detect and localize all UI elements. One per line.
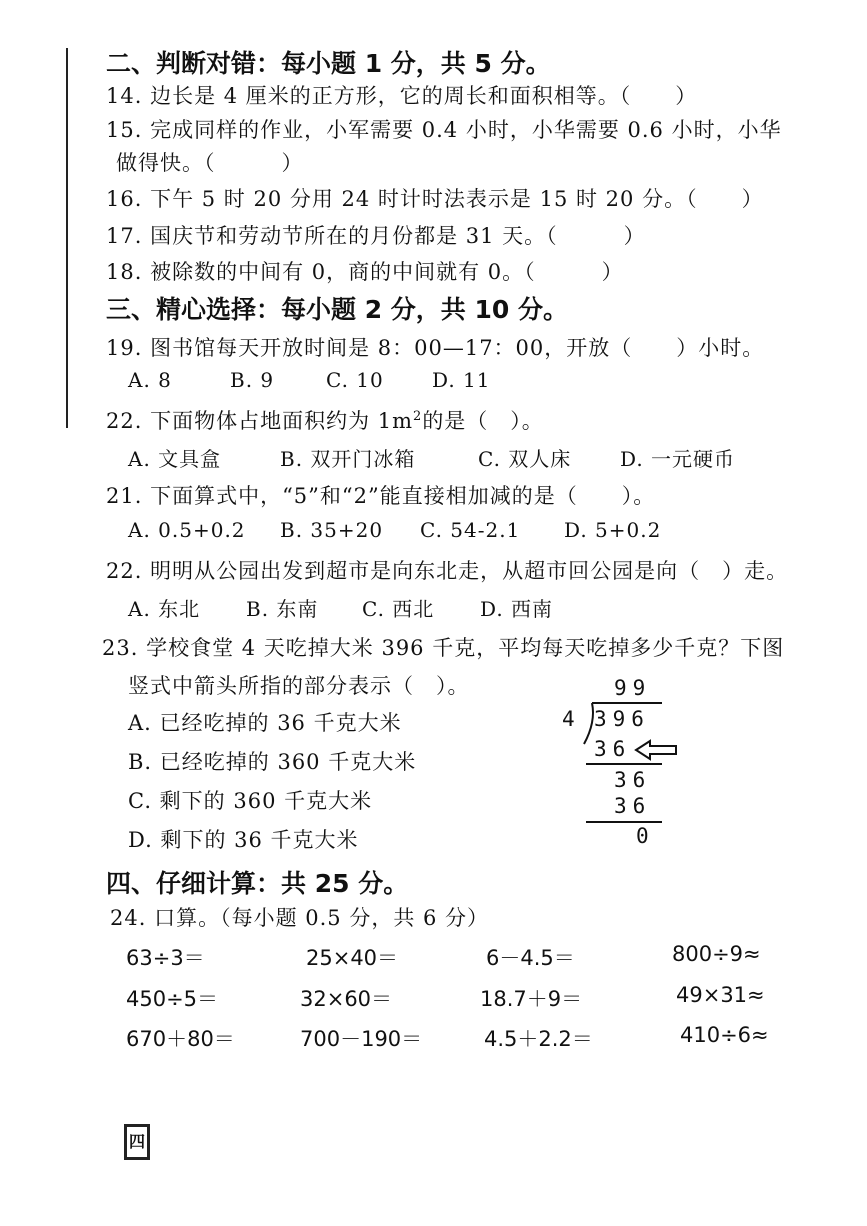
question-21-option-b: B. 35+20: [280, 518, 384, 542]
section-2-heading: 二、判断对错：每小题 1 分，共 5 分。: [106, 49, 551, 78]
question-16: 16. 下午 5 时 20 分用 24 时计时法表示是 15 时 20 分。（ ）: [106, 187, 764, 211]
division-step-1: 36: [594, 737, 632, 761]
question-23-option-c: C. 剩下的 360 千克大米: [128, 789, 373, 813]
question-20-superscript: 2: [413, 409, 423, 424]
calc-r3-c1: 670＋80＝: [126, 1027, 235, 1051]
calc-r2-c3: 18.7＋9＝: [480, 987, 583, 1011]
question-20-option-b: B. 双开门冰箱: [280, 447, 416, 471]
question-23-option-a: A. 已经吃掉的 36 千克大米: [128, 711, 402, 735]
calc-r1-c3: 6－4.5＝: [486, 946, 575, 970]
question-15-line-1: 15. 完成同样的作业，小军需要 0.4 小时，小华需要 0.6 小时，小华: [106, 118, 782, 142]
question-23-line-1: 23. 学校食堂 4 天吃掉大米 396 千克，平均每天吃掉多少千克？下图: [102, 636, 785, 660]
question-22: 22. 明明从公园出发到超市是向东北走，从超市回公园是向（ ）走。: [106, 559, 789, 583]
question-18: 18. 被除数的中间有 0，商的中间就有 0。（ ）: [106, 260, 624, 284]
binding-margin-line: [66, 48, 68, 428]
question-20-option-d: D. 一元硬币: [620, 447, 736, 471]
question-19: 19. 图书馆每天开放时间是 8：00—17：00，开放（ ）小时。: [106, 336, 765, 360]
division-dividend: 396: [594, 707, 650, 731]
question-20-prefix: 22. 下面物体占地面积约为 1m: [106, 409, 414, 433]
question-21-option-c: C. 54-2.1: [420, 518, 521, 542]
question-22-option-a: A. 东北: [128, 597, 201, 621]
section-4-heading: 四、仔细计算：共 25 分。: [106, 869, 409, 898]
calc-r3-c4: 410÷6≈: [680, 1023, 769, 1047]
question-24: 24. 口算。（每小题 0.5 分，共 6 分）: [110, 906, 490, 930]
division-quotient: 99: [614, 676, 652, 700]
question-23-option-d: D. 剩下的 36 千克大米: [128, 828, 359, 852]
calc-r2-c1: 450÷5＝: [126, 987, 219, 1011]
calc-r1-c4: 800÷9≈: [672, 942, 761, 966]
division-step-2: 36: [614, 768, 652, 792]
question-17: 17. 国庆节和劳动节所在的月份都是 31 天。（ ）: [106, 224, 646, 248]
question-20: [106, 405, 544, 435]
page-number-mark: 四: [124, 1124, 150, 1160]
question-21: 21. 下面算式中，“5”和“2”能直接相加减的是（ ）。: [106, 484, 656, 508]
left-arrow-icon: [634, 738, 680, 762]
question-15-line-2: 做得快。（ ）: [116, 151, 304, 175]
calc-r2-c2: 32×60＝: [300, 987, 393, 1011]
division-step-3: 36: [614, 794, 652, 818]
question-20-option-a: A. 文具盒: [128, 447, 222, 471]
division-divisor: 4: [562, 707, 581, 731]
question-23-line-2: 竖式中箭头所指的部分表示（ ）。: [128, 674, 470, 698]
calc-r3-c2: 700－190＝: [300, 1027, 423, 1051]
question-22-option-b: B. 东南: [246, 597, 319, 621]
calc-r2-c4: 49×31≈: [676, 983, 765, 1007]
question-21-option-a: A. 0.5+0.2: [128, 518, 246, 542]
calc-r3-c3: 4.5＋2.2＝: [484, 1027, 593, 1051]
question-19-option-b: B. 9: [230, 368, 275, 392]
calc-r1-c2: 25×40＝: [306, 946, 399, 970]
question-21-option-d: D. 5+0.2: [564, 518, 662, 542]
question-19-option-a: A. 8: [128, 368, 172, 392]
question-19-option-d: D. 11: [432, 368, 491, 392]
question-20-suffix: 的是（ ）。: [422, 409, 544, 433]
question-22-option-d: D. 西南: [480, 597, 554, 621]
division-remainder: 0: [636, 824, 655, 848]
question-20-option-c: C. 双人床: [478, 447, 572, 471]
question-14: 14. 边长是 4 厘米的正方形，它的周长和面积相等。（ ）: [106, 84, 698, 108]
section-3-heading: 三、精心选择：每小题 2 分，共 10 分。: [106, 295, 569, 324]
question-19-option-c: C. 10: [326, 368, 384, 392]
question-22-option-c: C. 西北: [362, 597, 435, 621]
calc-r1-c1: 63÷3＝: [126, 946, 205, 970]
question-23-option-b: B. 已经吃掉的 360 千克大米: [128, 750, 417, 774]
